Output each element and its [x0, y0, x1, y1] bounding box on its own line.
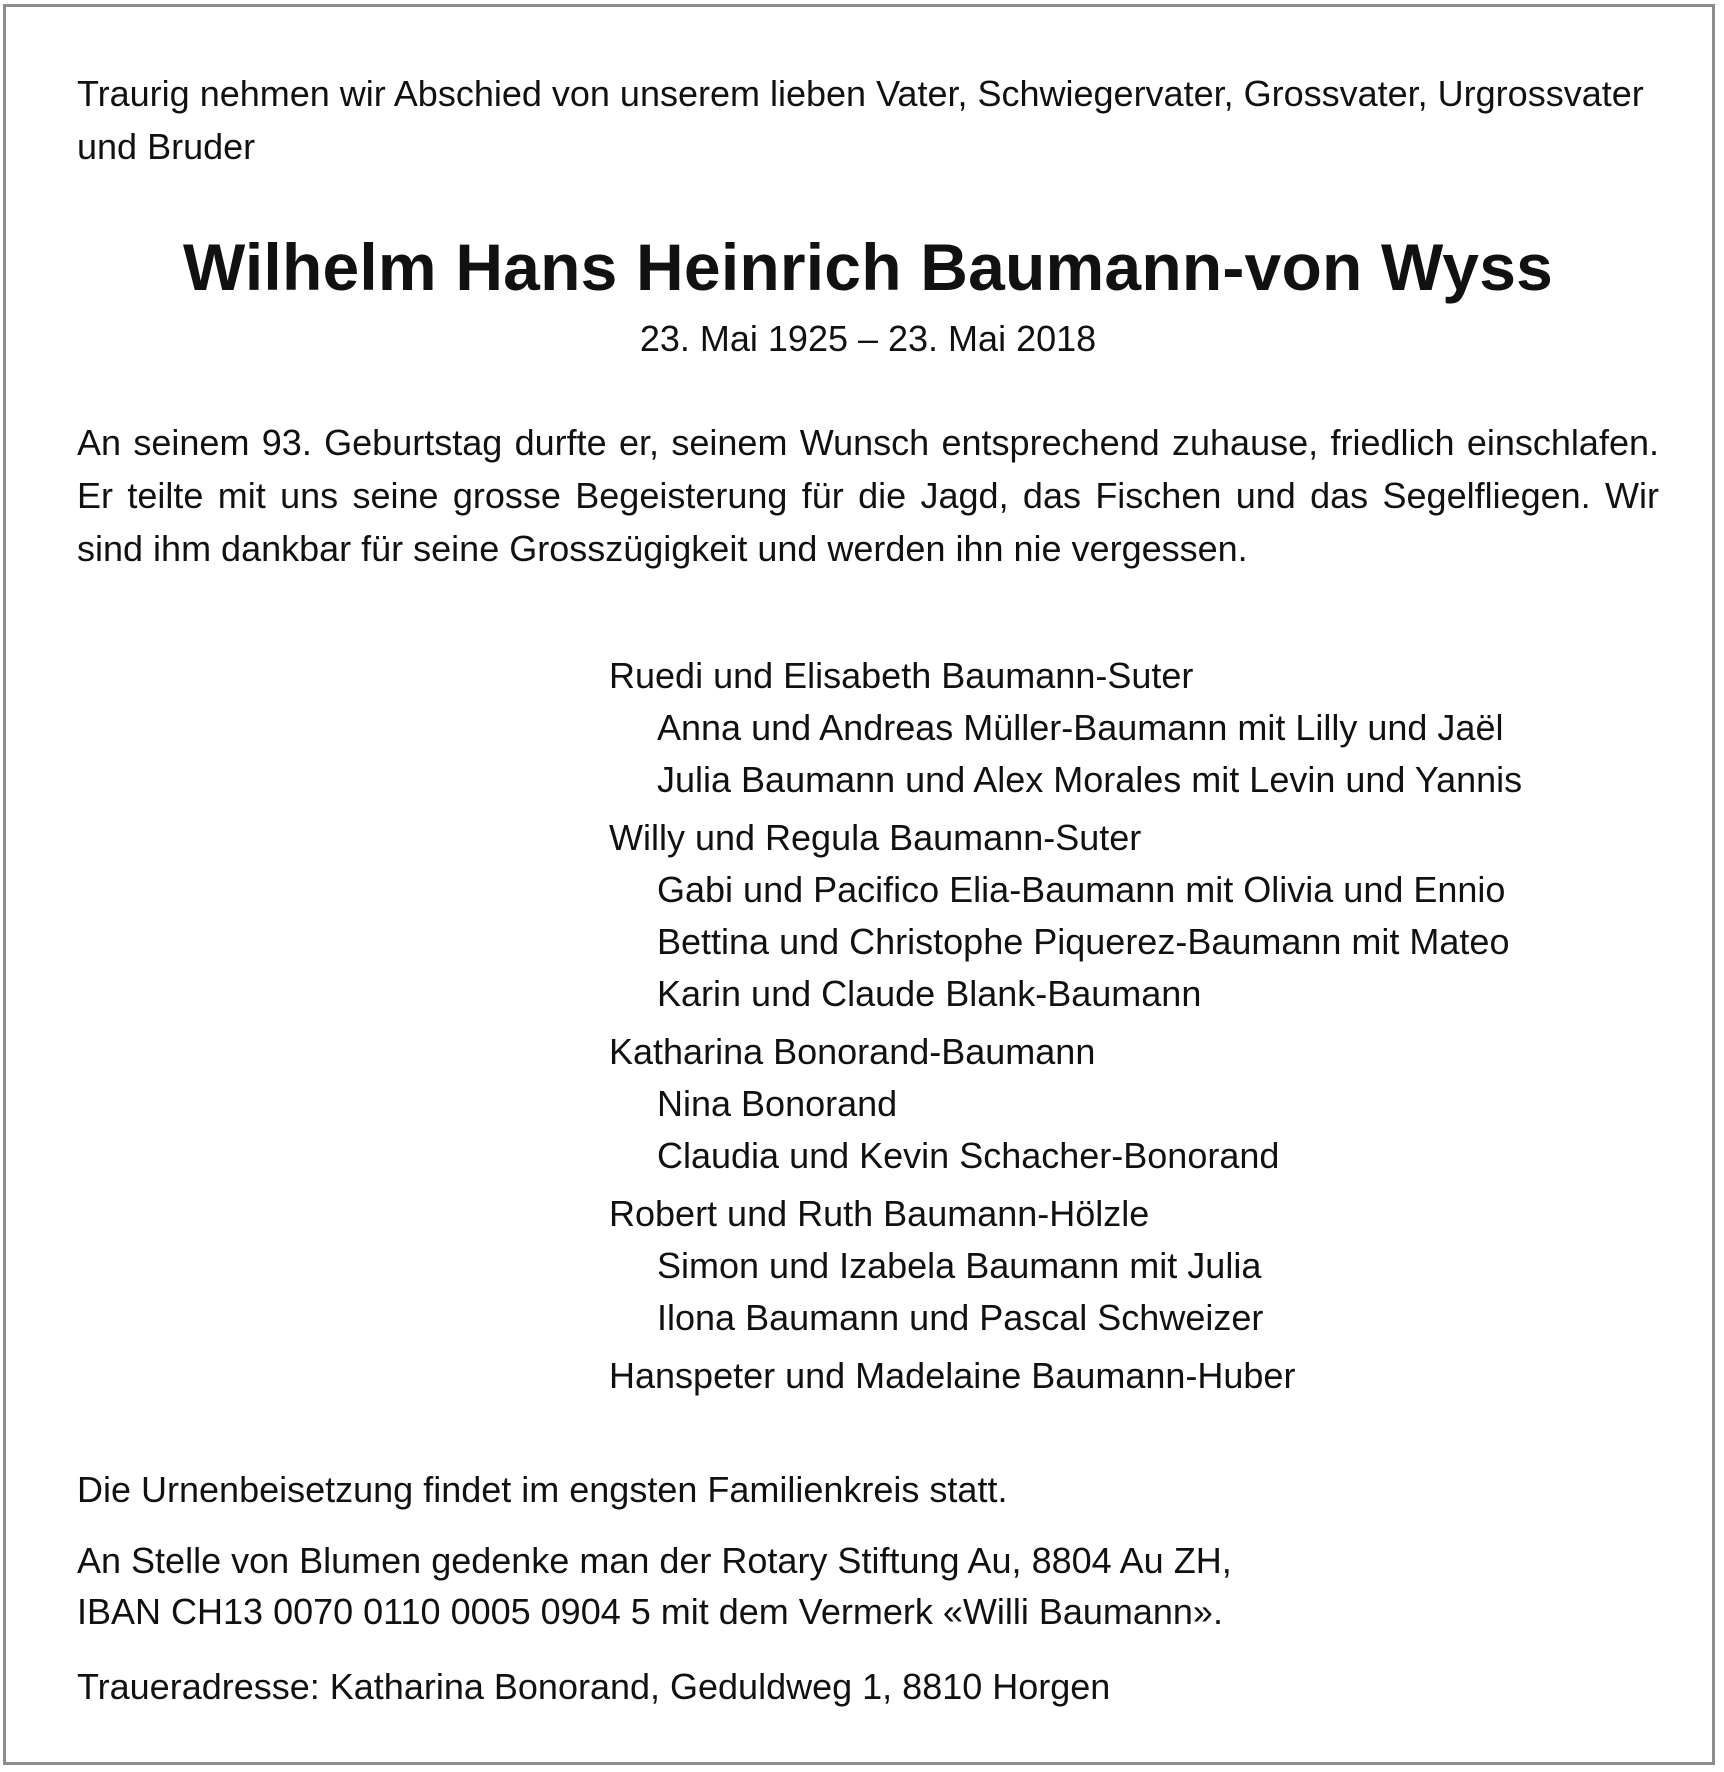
family-head: Katharina Bonorand-Baumann: [609, 1031, 1096, 1072]
family-head: Ruedi und Elisabeth Baumann-Suter: [609, 655, 1194, 696]
family-group: [609, 812, 1659, 1020]
family-child: Karin und Claude Blank-Baumann: [657, 973, 1202, 1014]
deceased-name: Wilhelm Hans Heinrich Baumann-von Wyss: [182, 230, 1554, 304]
family-child: Anna und Andreas Müller-Baumann mit Lilly und Jaël: [657, 707, 1504, 748]
family-child: Gabi und Pacifico Elia-Baumann mit Olivia und Ennio: [657, 869, 1506, 910]
family-child: Julia Baumann und Alex Morales mit Levin und Yannis: [657, 759, 1523, 800]
donation-note: [77, 1535, 1232, 1637]
family-child: Simon und Izabela Baumann mit Julia: [657, 1245, 1262, 1286]
family-child: Bettina und Christophe Piquerez-Baumann mit Mateo: [657, 921, 1510, 962]
family-child: Nina Bonorand: [657, 1083, 898, 1124]
family-group: [609, 1350, 1659, 1402]
body-text: An seinem 93. Geburtstag durfte er, seinem Wunsch entsprechend zuhause, friedlich einschlafen. Er teilte mit uns seine grosse Begeisterung für die Jagd, das Fischen und das Segelfliegen. Wir sind ihm dankbar für seine Grosszügigkeit und werden ihn nie vergessen.: [77, 422, 1659, 569]
family-child: Ilona Baumann und Pascal Schweizer: [657, 1297, 1264, 1338]
family-group: [609, 650, 1659, 806]
family-group: [609, 1188, 1659, 1344]
family-head: Hanspeter und Madelaine Baumann-Huber: [609, 1355, 1296, 1396]
family-head: Robert und Ruth Baumann-Hölzle: [609, 1193, 1150, 1234]
family-head: Willy und Regula Baumann-Suter: [609, 817, 1142, 858]
obituary-frame: [3, 4, 1715, 1765]
intro-text: Traurig nehmen wir Abschied von unserem lieben Vater, Schwiegervater, Grossvater, Urgrossvater und Bruder: [77, 73, 1644, 167]
family-child: Claudia und Kevin Schacher-Bonorand: [657, 1135, 1280, 1176]
donation-line: An Stelle von Blumen gedenke man der Rotary Stiftung Au, 8804 Au ZH,: [77, 1540, 1232, 1581]
burial-note: Die Urnenbeisetzung findet im engsten Familienkreis statt.: [77, 1469, 1008, 1510]
life-dates: 23. Mai 1925 – 23. Mai 2018: [639, 318, 1097, 359]
family-list: [609, 650, 1659, 1408]
family-group: [609, 1026, 1659, 1182]
mourning-address: Traueradresse: Katharina Bonorand, Geduldweg 1, 8810 Horgen: [77, 1666, 1111, 1707]
donation-line: IBAN CH13 0070 0110 0005 0904 5 mit dem Vermerk «Willi Baumann».: [77, 1591, 1223, 1632]
